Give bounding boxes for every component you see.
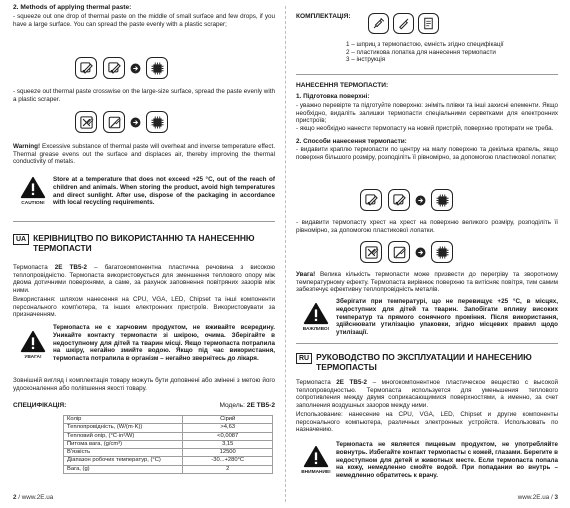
warning-text-en: Excessive substance of thermal paste will overheat and inverse temperature effect. Thermal grease evens out the surface and displaces air, thereby improving the thermal conductivity of metals. <box>13 143 275 166</box>
spec-title: СПЕЦИФІКАЦІЯ: <box>13 402 67 409</box>
scraper-icon <box>393 13 414 34</box>
lang-badge-ru: RU <box>296 353 312 364</box>
footer-left <box>13 494 53 501</box>
footer-site-link[interactable]: www.2E.ua / <box>517 494 555 501</box>
paste-drop-icon <box>388 189 410 211</box>
ru-heading <box>296 352 558 372</box>
ua-intro-text: – багатокомпонентна пластична речовина з високою теплопровідністю. Термопаста використовується для зменшення теплового опору між двома дотичними поверхнями, а саме, за рахунок заповнення повітряних зазорів між ними. <box>13 264 276 295</box>
ru-title: РУКОВОДСТВО ПО ЭКСПЛУАТАЦИИ И НАНЕСЕНИЮ ТЕРМОПАСТЫ <box>316 352 532 372</box>
kit-title: КОМПЛЕКТАЦІЯ: <box>296 13 351 20</box>
spec-header <box>13 402 275 409</box>
warning-triangle-icon <box>303 445 329 468</box>
method2-icons-ua <box>360 241 453 263</box>
kit-icons <box>368 13 443 34</box>
spec-value: 2 <box>183 465 273 473</box>
arrow-right-icon <box>130 117 141 128</box>
spec-value: <0,0087 <box>183 432 273 440</box>
apply-title: НАНЕСЕННЯ ТЕРМОПАСТИ: <box>296 82 389 89</box>
ua-usage: Використання: шляхом нанесення на CPU, VGA, LED, Chipset та інші компоненти персонального комп'ютера, та інших електронних пристроїв. Використовувати за призначенням. <box>13 295 275 319</box>
warning-label-en: Warning! <box>13 143 41 150</box>
page-number: 3 <box>554 494 558 501</box>
prep-title: 1. Підготовка поверхні: <box>296 93 370 100</box>
manual-icon <box>418 13 439 34</box>
method2-section-ua <box>296 219 558 234</box>
method2-icons-en <box>75 111 168 133</box>
method2-section-en <box>13 88 275 103</box>
footer-right <box>518 494 558 501</box>
caution-block-ua <box>296 298 558 337</box>
table-row <box>64 416 273 424</box>
spec-key: Теплопровідність, (W/(m·K)) <box>64 424 183 432</box>
ru-intro-prefix: Термопаста <box>296 379 337 386</box>
methods-section-en <box>13 4 275 28</box>
spec-value: >4,63 <box>183 424 273 432</box>
arrow-right-icon <box>415 195 426 206</box>
method2-text-ua: - видавити термопасту хрест на хрест на поверхню великого розміру, розподіліть її рівномірно, за допомогою пластикової лопатки. <box>296 219 558 234</box>
paste-drop-icon <box>75 57 97 79</box>
ru-warning-label: ВНИМАНИЕ! <box>301 470 331 475</box>
ru-intro-text: – многокомпонентное пластическое вещество с высокой теплопроводностью. Термопаста используется для уменьшения теплового сопротивления между двумя соприкасающимися поверхностями, а именно, за счет заполнения воздушных зазоров между ними. <box>296 379 558 410</box>
warning-triangle-icon <box>303 302 329 325</box>
spec-value: 3,15 <box>183 440 273 448</box>
spec-key: Колір <box>64 416 183 424</box>
divider <box>13 221 275 222</box>
divider <box>296 343 558 344</box>
model-value: 2E TB5-2 <box>246 402 275 409</box>
method1-icons-ua <box>360 189 453 211</box>
ua-warning-block <box>13 324 275 363</box>
method1-text-en: - squeeze out one drop of thermal paste on the middle of small surface and few drops, if you have a large surface. You can spread the paste evenly with a plastic scraper; <box>13 13 275 28</box>
prep-text-2: - якщо необхідно нанести термопасту на новий пристрій, поверхню протирати не треба. <box>296 125 554 133</box>
ua-title: КЕРІВНИЦТВО ПО ВИКОРИСТАННЮ ТА НАНЕСЕННЮ ТЕРМОПАСТИ <box>33 233 255 253</box>
paste-cross-icon <box>360 241 382 263</box>
list-item: 3 – інструкція <box>346 56 386 64</box>
chip-icon <box>146 57 168 79</box>
kit-section <box>296 13 443 34</box>
paste-drop-icon <box>360 189 382 211</box>
warning-triangle-icon <box>20 330 46 353</box>
table-row <box>64 457 273 465</box>
caution-badge <box>13 176 53 207</box>
attention-text: Велика кількість термопасти може призвести до перегріву та зворотному температурному ефекту. Термопаста вирівнює поверхню та витісняє повітря, тим самим забезпечує ефективну теплопровідність металів. <box>296 271 558 294</box>
caution-block-en <box>13 176 275 207</box>
list-item: 1 – шприц з термопастою, ємність згідно специфікації <box>346 41 504 48</box>
table-row <box>64 432 273 440</box>
page-gutter <box>285 6 286 502</box>
ua-intro <box>13 264 275 319</box>
divider <box>296 74 558 75</box>
kit-list <box>346 41 556 64</box>
left-page <box>0 0 282 508</box>
ua-warning-label: УВАГА! <box>24 355 42 360</box>
paste-cross-icon <box>75 111 97 133</box>
table-row <box>64 440 273 448</box>
ru-intro-brand: 2E TB5-2 <box>336 379 368 386</box>
warning-paragraph-en <box>13 143 275 166</box>
chip-icon <box>431 189 453 211</box>
arrow-right-icon <box>130 63 141 74</box>
spec-key: В'язкість <box>64 449 183 457</box>
table-row <box>64 424 273 432</box>
warning-triangle-icon <box>20 176 46 199</box>
paste-drop-icon <box>103 57 125 79</box>
page-number: 2 <box>13 494 17 501</box>
spread-icon <box>103 111 125 133</box>
apply-section <box>296 82 558 161</box>
spec-table <box>63 415 273 474</box>
method1-text-ua: - видавити краплю термопасти по центру на малу поверхню та декілька крапель, якщо поверхня більшого розміру, розподіліть її рівномірно, за допомогою пластикової лопатки; <box>296 145 558 161</box>
caution-badge-ua <box>296 298 336 337</box>
ru-warning-block <box>296 441 558 480</box>
caution-text-en: Store at a temperature that does not exceed +25 °C, out of the reach of children and animals. When storing the product, avoid high temperatures and direct sunlight. After use, dispose of the packaging in accordance with local recycling requirements. <box>53 176 275 207</box>
spec-key: Тепловий опір, (°C·in²/W) <box>64 432 183 440</box>
ua-intro-prefix: Термопаста <box>13 264 55 271</box>
right-page <box>288 0 570 508</box>
ru-intro <box>296 379 558 434</box>
attention-paragraph <box>296 271 558 294</box>
chip-icon <box>146 111 168 133</box>
model-label: Модель: <box>219 402 247 409</box>
caution-label-ua: ВАЖЛИВО! <box>302 327 330 332</box>
table-row <box>64 449 273 457</box>
ua-intro-brand: 2E TB5-2 <box>54 264 88 271</box>
footer-site-link[interactable]: / www.2E.ua <box>16 494 54 501</box>
ua-heading <box>13 233 275 253</box>
ru-warning-text: Термопаста не является пищевым продуктом, не употребляйте вовнутрь. Избегайте контакт термопасты с кожей, глазами. Берегите в недоступном для детей и животных месте. Если термопаста попала на кожу, немедленно смойте водой. При попадании во внутрь – немедленно обратитесь к врачу. <box>336 441 558 480</box>
ru-usage: Использование: нанесение на CPU, VGA, LED, Chipset и другие компоненты персонального компьютера, различных электронных устройств. Использовать по назначению. <box>296 410 558 434</box>
methods-title-en: 2. Methods of applying thermal paste: <box>13 4 132 11</box>
method1-icons-en <box>75 57 168 79</box>
methods-title-ua: 2. Способи нанесення термопасти: <box>296 137 407 145</box>
syringe-icon <box>368 13 389 34</box>
ua-warning-badge <box>13 324 53 363</box>
attention-label: Увага! <box>296 271 316 278</box>
ru-warning-badge <box>296 441 336 480</box>
spec-key: Діапазон робочих температур, (°C) <box>64 457 183 465</box>
model-line <box>219 402 275 409</box>
spec-value: 12500 <box>183 449 273 457</box>
spec-key: Питома вага, (g/cm³) <box>64 440 183 448</box>
caution-label: CAUTION! <box>21 201 45 206</box>
spec-value: Сірий <box>183 416 273 424</box>
chip-icon <box>431 241 453 263</box>
arrow-right-icon <box>415 247 426 258</box>
ua-warning-text: Термопаста не є харчовим продуктом, не вживайте всередину. Уникайте контакту термопасти зі шкірою, очима. Зберігайте в недоступному для дітей та тварин місці. Якщо термопаста потрапила на шкіру, негайно змийте водою. Якщо під час використання, термопаста потрапила в організм – негайно звернітесь до лікаря. <box>53 324 275 363</box>
list-item: 2 – пластикова лопатка для нанесення термопасти <box>346 48 496 56</box>
lang-badge-ua: UA <box>13 234 29 245</box>
prep-text-1: - уважно перевірте та підготуйте поверхню: зніміть плівки та інші захисні елементи. Якщо необхідно, видаліть залишки термопасти спеціальними серветками для електронних пристроїв; <box>296 102 558 125</box>
table-row <box>64 465 273 473</box>
caution-text-ua: Зберігати при температурі, що не перевищує +25 °С, в місцях, недоступних для дітей та тварин. Запобігати впливу високих температур та прямого сонячного проміння. Після використання, здійснювати утилізацію упаковки, згідно місцевих правил щодо утилізації. <box>336 298 558 337</box>
ua-appearance-block <box>13 377 275 392</box>
spread-icon <box>388 241 410 263</box>
method2-text-en: - squeeze out thermal paste crosswise on the large-size surface, spread the paste evenly with a plastic scraper. <box>13 88 275 103</box>
ua-appearance: Зовнішній вигляд і комплектація товару можуть бути доповнені або змінені з метою його удосконалення або поліпшення якості товару. <box>13 377 275 392</box>
spec-value: -30...+280°C <box>183 457 273 465</box>
spec-key: Вага, (g) <box>64 465 183 473</box>
